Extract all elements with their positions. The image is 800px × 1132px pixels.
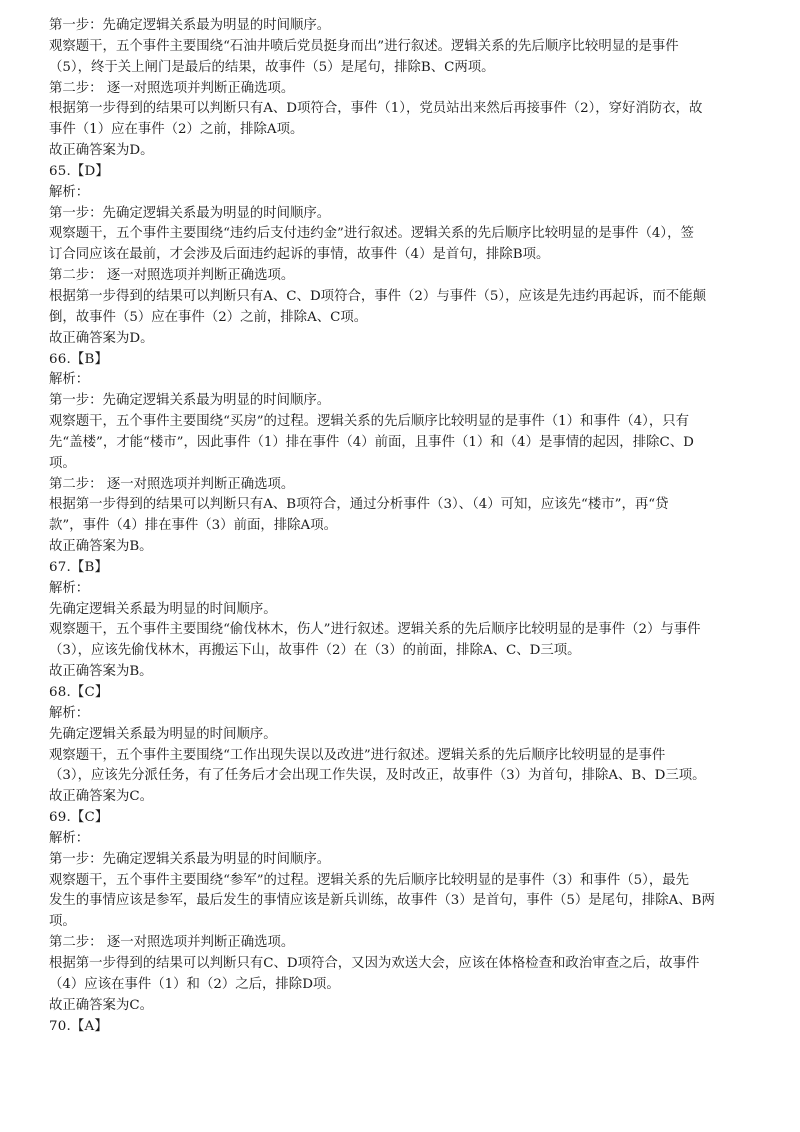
text-line: 第一步：先确定逻辑关系最为明显的时间顺序。 — [49, 851, 331, 867]
analysis-label: 解析： — [49, 372, 90, 388]
text-line: 观察题干，五个事件主要围绕“石油井喷后党员挺身而出”进行叙述。逻辑关系的先后顺序比较明显的是事件 — [49, 38, 679, 54]
text-line: 观察题干，五个事件主要围绕“偷伐林木，伤人”进行叙述。逻辑关系的先后顺序比较明显的是事件（2）与事件 — [49, 622, 701, 638]
text-line: 故正确答案为C。 — [49, 789, 153, 805]
text-line: 故正确答案为D。 — [49, 330, 154, 346]
question-number: 67.【B】 — [49, 559, 109, 575]
text-line: 倒，故事件（5）应在事件（2）之前，排除A、C项。 — [49, 309, 368, 325]
text-line: （4）应该在事件（1）和（2）之后，排除D项。 — [49, 976, 340, 992]
analysis-label: 解析： — [49, 830, 90, 846]
text-line: 款”，事件（4）排在事件（3）前面，排除A项。 — [49, 518, 337, 534]
text-line: 根据第一步得到的结果可以判断只有A、D项符合，事件（1），党员站出来然后再接事件（2），穿好消防衣，故 — [49, 101, 703, 117]
text-line: 根据第一步得到的结果可以判断只有A、B项符合，通过分析事件（3）、（4）可知，应该先“楼市”，再“贷 — [49, 497, 669, 513]
text-line: 第一步：先确定逻辑关系最为明显的时间顺序。 — [49, 205, 331, 221]
text-line: 故正确答案为C。 — [49, 997, 153, 1013]
text-line: （3），应该先偷伐林木，再搬运下山，故事件（2）在（3）的前面，排除A、C、D三项。 — [49, 643, 581, 659]
text-line: 第一步：先确定逻辑关系最为明显的时间顺序。 — [49, 393, 331, 409]
text-line: 第二步： 逐一对照选项并判断正确选项。 — [49, 476, 295, 492]
text-line: 事件（1）应在事件（2）之前，排除A项。 — [49, 122, 304, 138]
text-line: 观察题干，五个事件主要围绕“买房”的过程。逻辑关系的先后顺序比较明显的是事件（1）和事件（4），只有 — [49, 414, 689, 430]
text-line: 发生的事情应该是参军，最后发生的事情应该是新兵训练，故事件（3）是首句，事件（5）是尾句，排除A、B两 — [49, 893, 715, 909]
text-line: 订合同应该在最前，才会涉及后面违约起诉的事情，故事件（4）是首句，排除B项。 — [49, 247, 550, 263]
text-line: 根据第一步得到的结果可以判断只有C、D项符合，又因为欢送大会，应该在体格检查和政治审查之后，故事件 — [49, 955, 700, 971]
text-line: 第二步： 逐一对照选项并判断正确选项。 — [49, 935, 295, 951]
text-line: 第一步：先确定逻辑关系最为明显的时间顺序。 — [49, 18, 331, 33]
analysis-label: 解析： — [49, 580, 90, 596]
text-line: 第二步： 逐一对照选项并判断正确选项。 — [49, 80, 295, 96]
text-line: 先“盖楼”，才能“楼市”，因此事件（1）排在事件（4）前面，且事件（1）和（4）是事情的起因，排除C、D — [49, 434, 694, 450]
text-line: 故正确答案为D。 — [49, 143, 154, 159]
analysis-label: 解析： — [49, 705, 90, 721]
text-line: 观察题干，五个事件主要围绕“工作出现失误以及改进”进行叙述。逻辑关系的先后顺序比较明显的是事件 — [49, 747, 666, 763]
question-number: 69.【C】 — [49, 810, 109, 826]
text-line: 项。 — [49, 914, 76, 930]
text-line: 故正确答案为B。 — [49, 664, 153, 680]
text-line: 根据第一步得到的结果可以判断只有A、C、D项符合，事件（2）与事件（5），应该是先违约再起诉，而不能颠 — [49, 288, 706, 304]
text-line: 故正确答案为B。 — [49, 539, 153, 555]
text-line: 第二步： 逐一对照选项并判断正确选项。 — [49, 268, 295, 284]
text-line: 先确定逻辑关系最为明显的时间顺序。 — [49, 726, 277, 742]
text-line: （3），应该先分派任务，有了任务后才会出现工作失误，及时改正，故事件（3）为首句，排除A、B、D三项。 — [49, 768, 706, 784]
text-line: 项。 — [49, 455, 76, 471]
text-line: 观察题干，五个事件主要围绕“参军”的过程。逻辑关系的先后顺序比较明显的是事件（3）和事件（5），最先 — [49, 872, 689, 888]
question-number: 70.【A】 — [49, 1018, 108, 1034]
analysis-label: 解析： — [49, 184, 90, 200]
question-number: 68.【C】 — [49, 685, 109, 700]
text-line: （5），终于关上闸门是最后的结果，故事件（5）是尾句，排除B、C两项。 — [49, 59, 495, 75]
text-line: 观察题干，五个事件主要围绕“违约后支付违约金”进行叙述。逻辑关系的先后顺序比较明显的是事件（4），签 — [49, 226, 694, 242]
text-line: 先确定逻辑关系最为明显的时间顺序。 — [49, 601, 277, 617]
question-number: 65.【D】 — [49, 163, 110, 179]
question-number: 66.【B】 — [49, 351, 109, 367]
